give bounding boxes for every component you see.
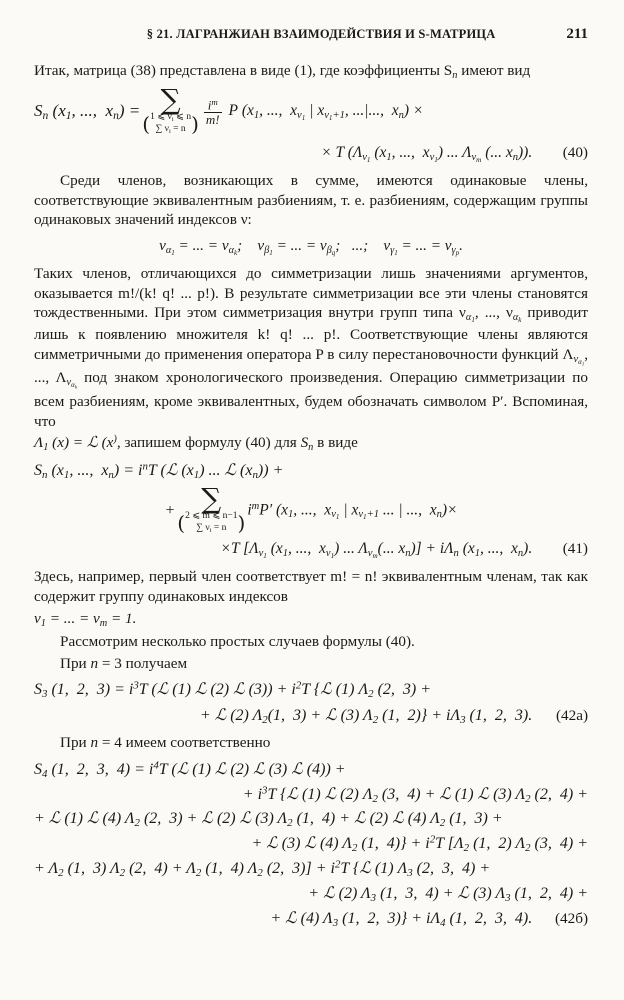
page-number: 211	[566, 26, 588, 42]
paragraph-3: Таких членов, отличающихся до симметризации лишь значениями аргументов, оказывается m!/(k! q! ... p!). В результате симметризации все эти члены становятся тождественными. При этом симметризация внутри групп типа $\nu_{\alpha_1}$, ..., $\nu_{\alpha_k}$ приводит лишь к появлению множителя k! q! ... p!. Соответствующие члены являются симметричными до применения оператора P в силу перестановочности функций $\Lambda_{\nu_{\alpha_1}}$, ..., $\Lambda_{\nu_{\alpha_k}}$ под знаком хронологического произведения. Операцию симметризации по всем разбиениям, кроме эквивалентных, будем обозначать символом P′. Вспоминая, что	[34, 264, 588, 430]
equation-42b: $S_4$ (1, 2, 3, $4) = i^4T$ (ℒ (1) ℒ (2) ℒ (3) ℒ (4)) + + $i^3T$ {ℒ (1) ℒ (2) $\Lambda_2$ (3, 4) + ℒ (1) ℒ (3) $\Lambda_2$ (2, 4) + + ℒ (1) ℒ (4) $\Lambda_2$ (2, 3) + ℒ (2) ℒ (3) $\Lambda_2$ (1, 4) + ℒ (2) ℒ (4) $\Lambda_2$ (1, 3) + + ℒ (3) ℒ (4) $\Lambda_2$ (1, $4)\} + i^2T$ [$\Lambda_2$ (1, 2) $\Lambda_2$ (3, 4) + + $\Lambda_2$ (1, 3) $\Lambda_2$ (2, $4) + \Lambda_2$ (1, 4) $\Lambda_2$ (2, $3)] + i^2T$ {ℒ (1) $\Lambda_3$ (2, 3, 4) + + ℒ (2) $\Lambda_3$ (1, 3, 4) + ℒ (3) $\Lambda_3$ (1, 2, 4) + + ℒ (4) $\Lambda_3$ (1, 2, $3)\} + i\Lambda_4$ (1, 2, 3, 4). (42б)	[34, 759, 588, 929]
page-header	[34, 26, 588, 43]
fraction-im-over-m-factorial: $\frac{i^m}{m!}$	[205, 96, 220, 127]
equation-41: $S_n$ ($x_1$, ..., $x_n) = i^nT$ (ℒ $(x_1)$ ... ℒ $(x_n)$) + + ∑ ( 2 ⩽ m ⩽ n−1 ∑ $\nu_i = n$ ) $i^mP'$ ($x_1$, ..., $x_{\nu_1}$ | $x_{\nu_1+1}$ ... | ..., $x_n)\times$ ×T [$\Lambda_{\nu_1}$ ($x_1$, ..., $x_{\nu_1}$) ... $\Lambda_{\nu_m}$(... $x_n)] + i\Lambda_n$ ($x_1$, ..., $x_n$). (41)	[34, 460, 588, 561]
summation-symbol: ∑ ( 1 ⩽ $\nu_i$ ⩽ n ∑ $\nu_i = n$ )	[142, 83, 199, 136]
paragraph-3-tail: $\Lambda_1$ (x) = ℒ (x), запишем формулу (40) для $S_n$ в виде	[34, 434, 358, 454]
running-title: § 21. ЛАГРАНЖИАН ВЗАИМОДЕЙСТВИЯ И S-МАТРИЦА	[146, 27, 496, 41]
equation-tag-42a: (42а)	[555, 706, 588, 724]
paragraph-1: Итак, матрица (38) представлена в виде (1), где коэффициенты $S_n$ имеют вид	[34, 62, 531, 81]
paragraph-4-tail: $\nu_1$ = ... = $\nu_m = 1$.	[34, 609, 137, 629]
equation-tag-42b: (42б)	[554, 909, 588, 927]
equation-40: $S_n$ ($x_1$, ..., $x_n$) = ∑ ( 1 ⩽ $\nu_i$ ⩽ n ∑ $\nu_i = n$ ) $\frac{i^m}{m!}$ P ($x_1$, ..., $x_{\nu_1}$ | $x_{\nu_1+1}$, ...|..., $x_n$) × × T ($\Lambda_{\nu_1}$ ($x_1$, ..., $x_{\nu_1}$) ... $\Lambda_{\nu_m}$ (... $x_n$)). (40)	[34, 83, 588, 164]
paragraph-4: Здесь, например, первый член соответствует m! = n! эквивалентным членам, так как содержит группу одинаковых индексов	[34, 568, 588, 606]
paragraph-7: При n = 4 имеем соответственно	[60, 734, 271, 752]
equation-tag-40: (40)	[562, 143, 588, 161]
equation-42a: $S_3$ (1, 2, $3) = i^3T$ (ℒ (1) ℒ (2) ℒ $(3)) + i^2T$ {ℒ (1) $\Lambda_2$ (2, 3) + + ℒ (2) $\Lambda_2(1$, 3) + ℒ (3) $\Lambda_2$ (1, $2)\} + i\Lambda_3$ (1, 2, 3). (42а)	[34, 679, 588, 726]
equation-tag-41: (41)	[562, 540, 588, 558]
paragraph-6: При n = 3 получаем	[60, 654, 188, 672]
paragraph-2: Среди членов, возникающих в сумме, имеются одинаковые члены, соответствующие эквивалентным разбиениям, т. е. разбиениям, содержащим группы одинаковых значений индексов ν:	[34, 171, 588, 229]
paragraph-5: Рассмотрим несколько простых случаев формулы (40).	[60, 633, 415, 651]
equation-nu-groups: $\nu_{\alpha_1}$ = ... = $\nu_{\alpha_k}$; $\nu_{\beta_1}$ = ... = $\nu_{\beta_q}$; ...; $\nu_{\gamma_1}$ = ... = $\nu_{\gamma_p}$.	[159, 237, 463, 257]
summation-symbol-41: ∑ ( 2 ⩽ m ⩽ n−1 ∑ $\nu_i = n$ )	[177, 481, 246, 535]
